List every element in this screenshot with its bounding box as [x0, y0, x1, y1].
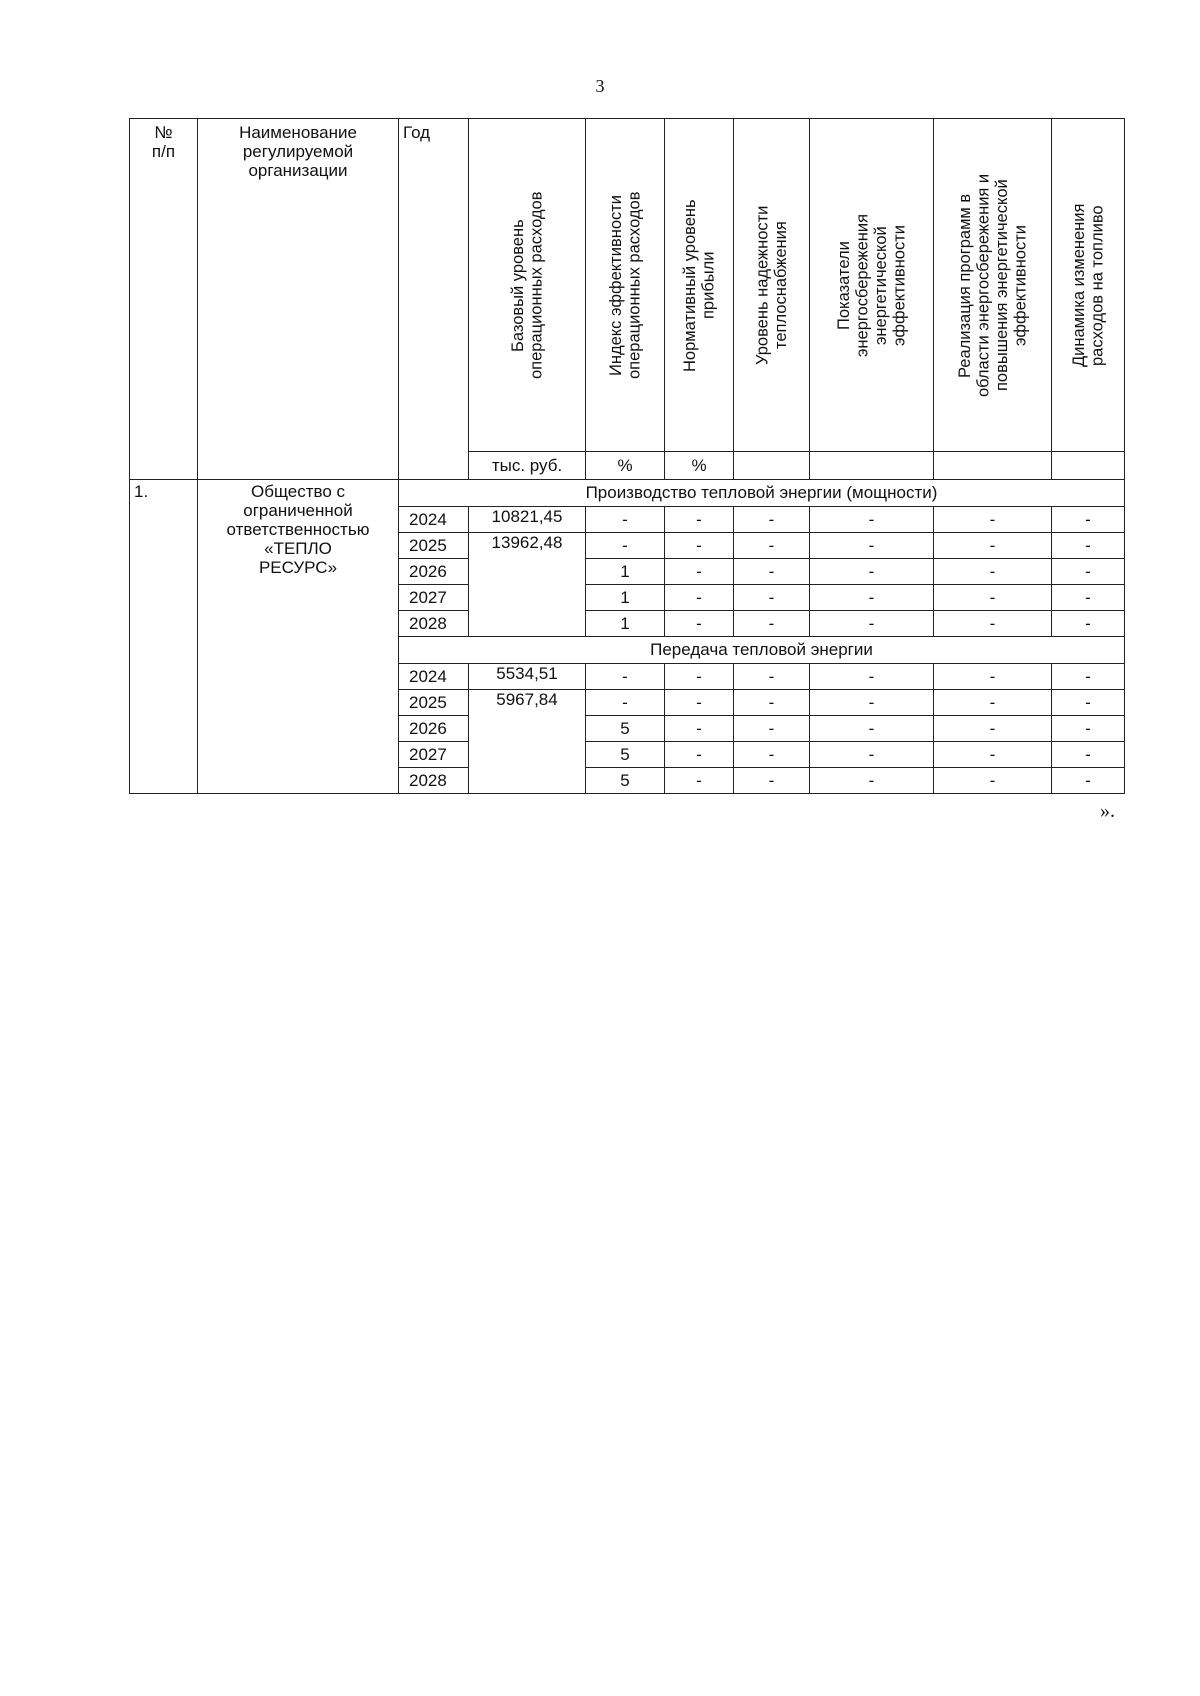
energy-cell: -: [810, 611, 934, 637]
base-opex-cell: 5534,51: [469, 664, 586, 690]
index-cell: 5: [586, 716, 665, 742]
energy-cell: -: [810, 664, 934, 690]
index-cell: 1: [586, 585, 665, 611]
header-num: № п/п: [130, 119, 198, 480]
energy-cell: -: [810, 742, 934, 768]
tariff-parameters-table: [129, 118, 1125, 794]
program-cell: -: [934, 742, 1052, 768]
reliab-cell: -: [734, 611, 810, 637]
profit-cell: -: [665, 742, 734, 768]
index-cell: -: [586, 664, 665, 690]
year-cell: 2025: [399, 533, 469, 559]
reliab-cell: -: [734, 585, 810, 611]
org-number: 1.: [130, 480, 198, 794]
program-cell: -: [934, 585, 1052, 611]
header-reliability: Уровень надежности теплоснабжения: [734, 119, 810, 452]
reliab-cell: -: [734, 742, 810, 768]
fuel-cell: -: [1052, 690, 1125, 716]
energy-cell: -: [810, 690, 934, 716]
section-title: Передача тепловой энергии: [399, 637, 1125, 664]
profit-cell: -: [665, 611, 734, 637]
unit-profit: %: [665, 452, 734, 480]
reliab-cell: -: [734, 507, 810, 533]
header-row: [130, 119, 1125, 452]
year-cell: 2024: [399, 664, 469, 690]
energy-cell: -: [810, 768, 934, 794]
unit-empty: [734, 452, 810, 480]
program-cell: -: [934, 768, 1052, 794]
index-cell: -: [586, 533, 665, 559]
energy-cell: -: [810, 716, 934, 742]
profit-cell: -: [665, 716, 734, 742]
header-year: Год: [399, 119, 469, 480]
header-fuel-dynamics: Динамика изменения расходов на топливо: [1052, 119, 1125, 452]
fuel-cell: -: [1052, 533, 1125, 559]
energy-cell: -: [810, 533, 934, 559]
header-base-opex: Базовый уровень операционных расходов: [469, 119, 586, 452]
index-cell: 1: [586, 611, 665, 637]
fuel-cell: -: [1052, 768, 1125, 794]
base-opex-cell: 5967,84: [469, 690, 586, 794]
index-cell: -: [586, 507, 665, 533]
program-cell: -: [934, 690, 1052, 716]
index-cell: 1: [586, 559, 665, 585]
profit-cell: -: [665, 664, 734, 690]
reliab-cell: -: [734, 559, 810, 585]
year-cell: 2026: [399, 559, 469, 585]
year-cell: 2027: [399, 585, 469, 611]
reliab-cell: -: [734, 716, 810, 742]
energy-cell: -: [810, 585, 934, 611]
header-program-implementation: Реализация программ в области энергосбережения и повышения энергетической эффективности: [934, 119, 1052, 452]
reliab-cell: -: [734, 690, 810, 716]
year-cell: 2026: [399, 716, 469, 742]
header-org-name: Наименование регулируемой организации: [198, 119, 399, 480]
year-cell: 2028: [399, 611, 469, 637]
section-title: Производство тепловой энергии (мощности): [399, 480, 1125, 507]
fuel-cell: -: [1052, 559, 1125, 585]
fuel-cell: -: [1052, 585, 1125, 611]
profit-cell: -: [665, 507, 734, 533]
fuel-cell: -: [1052, 664, 1125, 690]
fuel-cell: -: [1052, 742, 1125, 768]
energy-cell: -: [810, 507, 934, 533]
header-normative-profit: Нормативный уровень прибыли: [665, 119, 734, 452]
profit-cell: -: [665, 690, 734, 716]
profit-cell: -: [665, 533, 734, 559]
fuel-cell: -: [1052, 611, 1125, 637]
unit-empty: [934, 452, 1052, 480]
program-cell: -: [934, 664, 1052, 690]
section-row: [130, 480, 1125, 507]
index-cell: 5: [586, 768, 665, 794]
program-cell: -: [934, 611, 1052, 637]
org-name: Общество с ограниченной ответственностью «ТЕПЛО РЕСУРС»: [198, 480, 399, 794]
fuel-cell: -: [1052, 507, 1125, 533]
unit-empty: [1052, 452, 1125, 480]
base-opex-cell: 10821,45: [469, 507, 586, 533]
year-cell: 2028: [399, 768, 469, 794]
unit-index: %: [586, 452, 665, 480]
header-efficiency-index: Индекс эффективности операционных расходов: [586, 119, 665, 452]
program-cell: -: [934, 507, 1052, 533]
fuel-cell: -: [1052, 716, 1125, 742]
program-cell: -: [934, 716, 1052, 742]
reliab-cell: -: [734, 664, 810, 690]
profit-cell: -: [665, 585, 734, 611]
unit-base: тыс. руб.: [469, 452, 586, 480]
program-cell: -: [934, 533, 1052, 559]
profit-cell: -: [665, 768, 734, 794]
year-cell: 2025: [399, 690, 469, 716]
program-cell: -: [934, 559, 1052, 585]
unit-empty: [810, 452, 934, 480]
page-number: 3: [595, 76, 605, 96]
energy-cell: -: [810, 559, 934, 585]
year-cell: 2027: [399, 742, 469, 768]
reliab-cell: -: [734, 533, 810, 559]
closing-quote: ».: [1100, 800, 1115, 822]
profit-cell: -: [665, 559, 734, 585]
index-cell: 5: [586, 742, 665, 768]
index-cell: -: [586, 690, 665, 716]
header-energy-saving: Показатели энергосбережения энергетической эффективности: [810, 119, 934, 452]
base-opex-cell: 13962,48: [469, 533, 586, 637]
reliab-cell: -: [734, 768, 810, 794]
year-cell: 2024: [399, 507, 469, 533]
